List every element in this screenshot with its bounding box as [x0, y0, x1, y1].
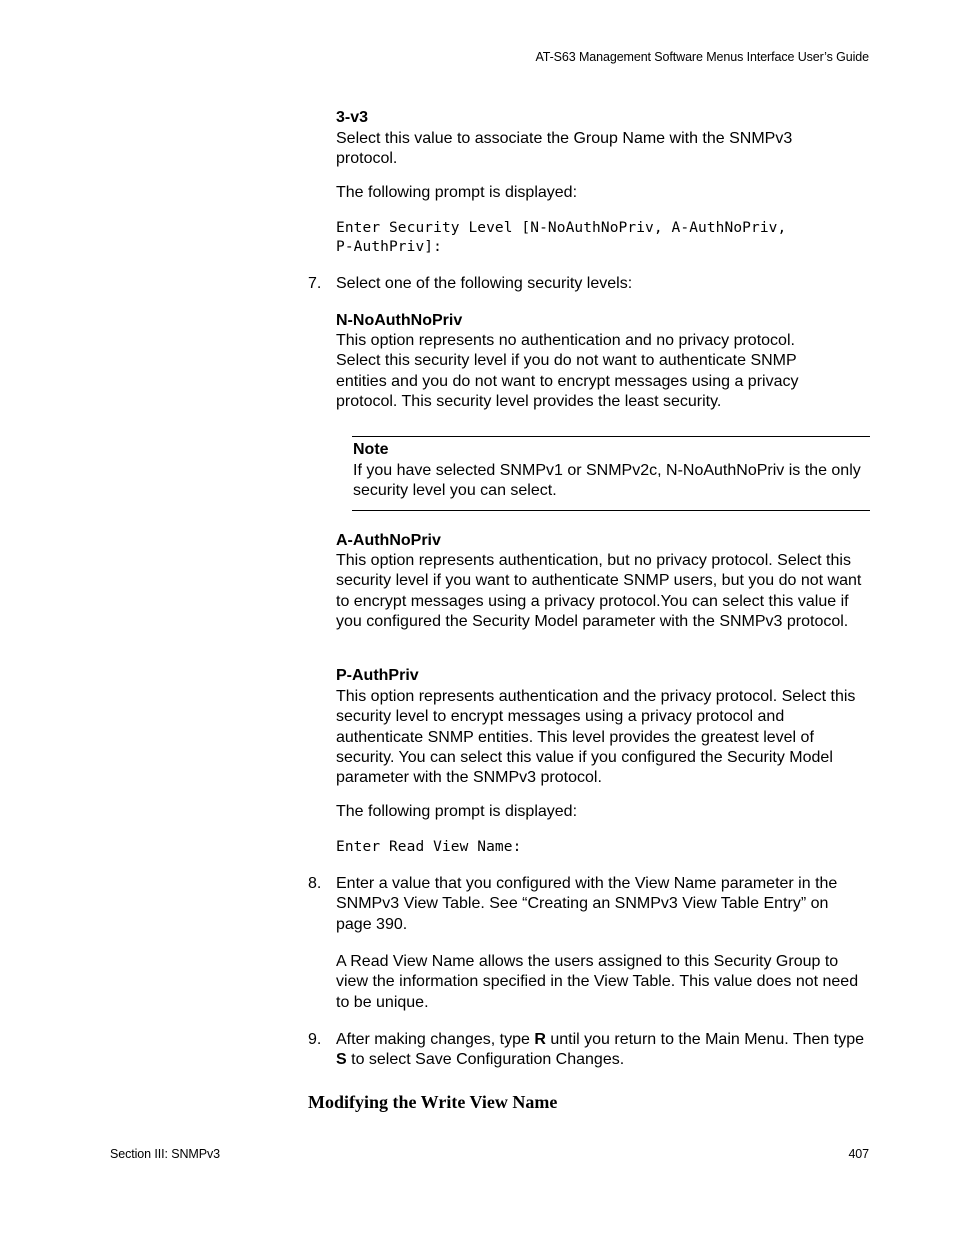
step-9-part3: to select Save Configuration Changes.	[346, 1051, 625, 1069]
term-3-v3-description: Select this value to associate the Group Name with the SNMPv3 protocol.	[336, 130, 793, 168]
code-read-view-name: Enter Read View Name:	[336, 839, 522, 855]
note-title: Note	[353, 441, 389, 458]
note-text: If you have selected SNMPv1 or SNMPv2c, N-NoAuthNoPriv is the only security level you can select.	[353, 462, 861, 500]
step-8-number: 8.	[308, 875, 322, 892]
prompt-intro-2: The following prompt is displayed:	[336, 803, 578, 820]
note-bottom-rule	[352, 510, 870, 511]
step-9-part1: After making changes, type	[336, 1031, 535, 1048]
term-3-v3: 3-v3	[336, 109, 369, 126]
key-r: R	[534, 1031, 546, 1048]
step-8-text: Enter a value that you configured with the View Name parameter in the SNMPv3 View Table. See “Creating an SNMPv3 View Table Entry” on page 390.	[336, 875, 838, 933]
term-noauthnopriv: N-NoAuthNoPriv	[336, 312, 463, 329]
term-noauthnopriv-description: This option represents no authentication and no privacy protocol. Select this security level if you do not want to authenticate SNMP entities and you do not want to encrypt messages using a privacy protocol. This security level provides the least security.	[336, 332, 799, 410]
note-top-rule	[352, 436, 870, 437]
section-subheading: Modifying the Write View Name	[308, 1092, 558, 1112]
step-9-text	[336, 1030, 868, 1071]
step-8-paragraph-2: A Read View Name allows the users assigned to this Security Group to view the information specified in the View Table. This value does not need to be unique.	[336, 953, 859, 1011]
footer-page-number: 407	[848, 1147, 869, 1161]
code-security-level-line1: Enter Security Level [N-NoAuthNoPriv, A-AuthNoPriv,	[336, 220, 787, 236]
prompt-intro-1: The following prompt is displayed:	[336, 184, 578, 201]
term-authnopriv-description: This option represents authentication, but no privacy protocol. Select this security level if you want to authenticate SNMP users, but you do not want to encrypt messages using a privacy protocol.You can select this value if you configured the Security Model parameter with the SNMPv3 protocol.	[336, 552, 862, 630]
code-security-level-line2: P-AuthPriv]:	[336, 239, 442, 255]
step-7-number: 7.	[308, 275, 322, 292]
term-authpriv: P-AuthPriv	[336, 667, 419, 684]
step-9-part2: until you return to the Main Menu. Then type	[545, 1031, 864, 1048]
term-authnopriv: A-AuthNoPriv	[336, 532, 441, 549]
key-s: S	[336, 1051, 347, 1069]
footer-section: Section III: SNMPv3	[110, 1147, 220, 1161]
step-7-text: Select one of the following security levels:	[336, 275, 633, 292]
running-header: AT-S63 Management Software Menus Interface User’s Guide	[535, 50, 869, 64]
step-9-number: 9.	[308, 1031, 322, 1048]
term-authpriv-description: This option represents authentication and the privacy protocol. Select this security level to encrypt messages using a privacy protocol and authenticate SNMP entities. This level provides the greatest level of security. You can select this value if you configured the Security Model parameter with the SNMPv3 protocol.	[336, 688, 856, 787]
